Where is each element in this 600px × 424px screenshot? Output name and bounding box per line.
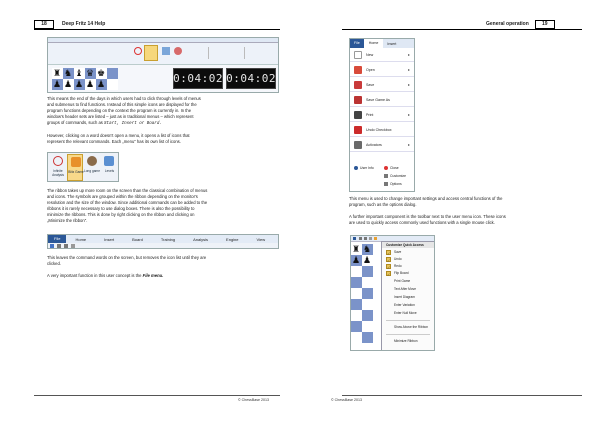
undo-icon xyxy=(354,126,362,134)
button-label: User Info xyxy=(360,166,374,170)
chevron-right-icon: ▸ xyxy=(407,112,410,117)
pawn-icon: ♟ xyxy=(352,255,361,265)
qa-item-show-above-ribbon[interactable] xyxy=(382,324,434,331)
text-line: A further important component is the toolbar next to the user menu icon. These icons xyxy=(349,214,506,219)
text-line: clicked. xyxy=(47,261,61,266)
board-background xyxy=(351,242,381,351)
text-line: However, clicking on a word doesn't open a menu, it opens a list of icons that xyxy=(47,133,190,138)
pawn-icon: ♟ xyxy=(86,79,95,89)
knight-icon: ♞ xyxy=(363,244,372,254)
left-header xyxy=(34,19,105,29)
clock-icon xyxy=(87,156,97,166)
open-icon xyxy=(354,66,362,74)
ribbon-panel xyxy=(48,43,278,65)
menu-item-label: Enter Variation xyxy=(394,303,415,307)
paragraph-icons xyxy=(47,133,287,145)
text-line: and submenus to find functions. Instead of this simple icons are displayed for the xyxy=(47,102,197,107)
pawn-icon: ♟ xyxy=(75,79,84,89)
menu-item-label: Insert Diagram xyxy=(394,295,415,299)
tab-bar xyxy=(48,235,278,243)
menu-item-label: Undo xyxy=(394,257,402,261)
text-line: minimize the ribbons. This is done by right clicking on the ribbon and clicking on xyxy=(47,212,195,217)
file-menu-tabs xyxy=(350,39,414,48)
check-icon: ✓ xyxy=(387,265,391,270)
close-button[interactable] xyxy=(384,166,399,170)
tab-insert[interactable]: Insert xyxy=(104,236,115,242)
header-rule xyxy=(342,29,582,30)
button-label: Close xyxy=(390,166,399,170)
ribbon-icons-screenshot xyxy=(47,152,119,182)
tab-view[interactable]: View xyxy=(256,236,266,242)
undo-icon[interactable] xyxy=(359,237,362,240)
page-number: 19 xyxy=(535,20,555,29)
magnifier-icon xyxy=(53,156,63,166)
gear-icon xyxy=(384,182,388,186)
ribbon-icon xyxy=(134,47,142,55)
menu-item-label: Save Game As xyxy=(366,97,390,102)
header-rule xyxy=(34,29,280,30)
qa-item-enter-null-move[interactable] xyxy=(382,310,434,317)
menu-item-label: Flip Board xyxy=(394,271,409,275)
footer-copyright: © ChessBase 2013 xyxy=(238,398,270,402)
ribbon-icon xyxy=(174,47,182,55)
new-icon xyxy=(354,51,362,59)
menu-separator xyxy=(386,320,430,321)
paragraph-file-menu xyxy=(47,273,287,279)
footer-rule xyxy=(342,395,582,396)
text-line xyxy=(47,120,287,127)
redo-icon[interactable] xyxy=(64,244,68,248)
button-label: Long game xyxy=(84,169,100,173)
menu-item-label: Show Above the Ribbon xyxy=(394,325,429,329)
command-words: Start, Insert or Board. xyxy=(104,122,162,126)
text-line: program functions depending on the context the program is currently in. In the xyxy=(47,108,192,113)
qa-item-minimize-ribbon[interactable] xyxy=(382,338,434,345)
flip-board-icon[interactable] xyxy=(71,244,75,248)
button-label: Customize xyxy=(390,174,407,178)
customize-quick-access-menu xyxy=(381,241,435,351)
pawn-icon: ♟ xyxy=(64,79,73,89)
qa-item-text-after-move[interactable] xyxy=(382,286,434,293)
header-title: General operation xyxy=(486,21,529,27)
customize-button[interactable] xyxy=(384,174,406,178)
emphasis: File menu. xyxy=(142,273,164,278)
menu-item-label: Text After Move xyxy=(394,287,416,291)
check-icon: ✓ xyxy=(387,272,391,277)
button-label: Blitz Game xyxy=(68,170,84,174)
ribbon-group xyxy=(208,47,236,59)
bishop-icon: ♝ xyxy=(75,68,84,78)
qa-item-save[interactable] xyxy=(382,249,434,256)
minimized-ribbon-screenshot xyxy=(47,234,279,249)
redo-icon[interactable] xyxy=(364,237,367,240)
text-line: This leaves the command words on the screen, but removes the icon list until they are xyxy=(47,255,207,260)
knight-icon: ♞ xyxy=(64,68,73,78)
menu-item-print[interactable] xyxy=(350,108,414,122)
pawn-icon: ♟ xyxy=(363,255,372,265)
menu-item-label: Undo Checkbox xyxy=(366,127,392,132)
save-as-icon xyxy=(354,96,362,104)
tab-board[interactable]: Board xyxy=(132,236,143,242)
file-menu-screenshot xyxy=(349,38,415,192)
text-line: „Minimize the ribbon". xyxy=(47,218,88,223)
text-span: A very important function in this user concept is the xyxy=(47,273,142,278)
user-info-button[interactable] xyxy=(354,166,374,170)
tab-home[interactable]: Home xyxy=(364,39,384,48)
options-button[interactable] xyxy=(384,182,402,186)
menu-item-label: Activators xyxy=(366,142,382,147)
qa-item-flip-board[interactable] xyxy=(382,270,434,277)
blitz-icon xyxy=(71,157,81,167)
menu-item-label: Open xyxy=(366,67,375,72)
rook-icon: ♜ xyxy=(53,68,62,78)
pawn-icon: ♟ xyxy=(53,79,62,89)
menu-item-label: Save xyxy=(366,82,375,87)
text-line: window's header sets are listed – just as in traditional menus – which represent xyxy=(47,114,194,119)
menu-item-label: New xyxy=(366,52,374,57)
infinite-analysis-button[interactable] xyxy=(50,154,66,181)
save-icon xyxy=(354,81,362,89)
paragraph-quick-access xyxy=(349,214,589,226)
tab-file[interactable]: File xyxy=(350,39,364,48)
levels-icon xyxy=(104,156,114,166)
app-icon xyxy=(353,237,356,240)
chevron-right-icon: ▸ xyxy=(407,52,410,57)
queen-icon: ♛ xyxy=(86,68,95,78)
qa-item-insert-diagram[interactable] xyxy=(382,294,434,301)
text-line: and icons. The symbols are grouped within the ribbon depending on the monitor's xyxy=(47,194,198,199)
menu-item-new[interactable] xyxy=(350,48,414,62)
menu-item-open[interactable] xyxy=(350,63,414,77)
tab-analysis[interactable]: Analysis xyxy=(193,236,209,242)
ribbon-screenshot xyxy=(47,37,279,93)
paragraph-ribbon-intro xyxy=(47,96,287,127)
paragraph-ribbon-room xyxy=(47,188,287,224)
paragraph-file-menu-desc xyxy=(349,196,589,208)
check-icon: ✓ xyxy=(387,258,391,263)
rook-icon: ♜ xyxy=(352,244,361,254)
menu-item-save[interactable] xyxy=(350,78,414,92)
menu-item-activators[interactable] xyxy=(350,138,414,152)
qa-item-print-game[interactable] xyxy=(382,278,434,285)
quick-access-toolbar xyxy=(50,244,75,248)
qa-item-enter-variation[interactable] xyxy=(382,302,434,309)
tab-training[interactable]: Training xyxy=(160,236,176,242)
menu-item-label: Enter Null Move xyxy=(394,311,417,315)
clock-white: 0:04:02 xyxy=(173,68,223,89)
text-line: This menu is used to change important settings and access central functions of the xyxy=(349,196,503,201)
ribbon-group xyxy=(244,47,274,59)
quick-access-screenshot xyxy=(350,235,435,351)
button-label: Infinite Analysis xyxy=(52,169,64,177)
tab-home[interactable]: Home xyxy=(75,236,87,242)
menu-item-label: Save xyxy=(394,250,402,254)
header-title: Deep Fritz 14 Help xyxy=(62,21,106,27)
menu-item-save-game-as[interactable] xyxy=(350,93,414,107)
menu-item-label: Redo xyxy=(394,264,402,268)
undo-icon[interactable] xyxy=(57,244,61,248)
ribbon-icon xyxy=(162,47,170,55)
text-span: groups of commands, such as xyxy=(47,120,103,125)
text-line: resolution and the size of the window. Since additional commands can be added to the xyxy=(47,200,208,205)
text-line: are used to quickly access commonly used functions with a single mouse click. xyxy=(349,220,495,225)
paragraph-minimize xyxy=(47,255,287,267)
user-icon xyxy=(354,166,358,170)
menu-item-label: Minimize Ribbon xyxy=(394,339,418,343)
ribbon-selected-icon xyxy=(144,45,158,61)
save-icon[interactable] xyxy=(50,244,54,248)
footer-rule xyxy=(34,395,280,396)
blitz-game-button[interactable] xyxy=(67,154,83,181)
pawn-icon: ♟ xyxy=(97,79,106,89)
page-number: 18 xyxy=(34,20,54,29)
tab-engine[interactable]: Engine xyxy=(226,236,239,242)
menu-item-label: Print Game xyxy=(394,279,411,283)
activators-icon xyxy=(354,141,362,149)
text-line: ribbons it is rarely necessary to use dialog boxes. There is also the possibility to xyxy=(47,206,195,211)
menu-item-undo-checkbox[interactable] xyxy=(350,123,414,137)
text-line: The ribbon takes up more room on the screen than the classical combination of menus xyxy=(47,188,208,193)
menu-separator xyxy=(386,334,430,335)
chevron-right-icon: ▸ xyxy=(407,142,410,147)
footer-copyright: © ChessBase 2013 xyxy=(331,398,363,402)
tab-insert[interactable]: Insert xyxy=(387,41,397,46)
long-game-button[interactable] xyxy=(84,154,100,181)
close-icon xyxy=(384,166,388,170)
right-header xyxy=(486,19,555,29)
chevron-right-icon: ▸ xyxy=(407,67,410,72)
button-label: Levels xyxy=(104,169,115,173)
text-line: This means the end of the days in which users had to click through levels of menus xyxy=(47,96,201,101)
file-menu-list xyxy=(350,48,414,158)
board-strip xyxy=(52,66,116,93)
tab-file[interactable]: File xyxy=(48,235,66,243)
qa-item-undo[interactable] xyxy=(382,256,434,263)
menu-title: Customize Quick Access xyxy=(382,242,434,248)
levels-button[interactable] xyxy=(101,154,118,181)
text-line: represent the relevant commands. Each „menu" has its own list of icons. xyxy=(47,139,181,144)
button-label: Options xyxy=(390,182,402,186)
menu-item-label: Print xyxy=(366,112,374,117)
chevron-right-icon: ▸ xyxy=(407,82,410,87)
print-icon xyxy=(354,111,362,119)
file-menu-footer xyxy=(350,163,414,192)
flip-board-icon[interactable] xyxy=(369,237,372,240)
customize-toolbar-icon[interactable] xyxy=(374,237,377,240)
right-page xyxy=(300,0,600,424)
qa-item-redo[interactable] xyxy=(382,263,434,270)
clock-black: 0:04:02 xyxy=(226,68,276,89)
check-icon: ✓ xyxy=(387,251,391,256)
king-icon: ♚ xyxy=(97,68,106,78)
text-line: program, such as the options dialog. xyxy=(349,202,417,207)
customize-icon xyxy=(384,174,388,178)
